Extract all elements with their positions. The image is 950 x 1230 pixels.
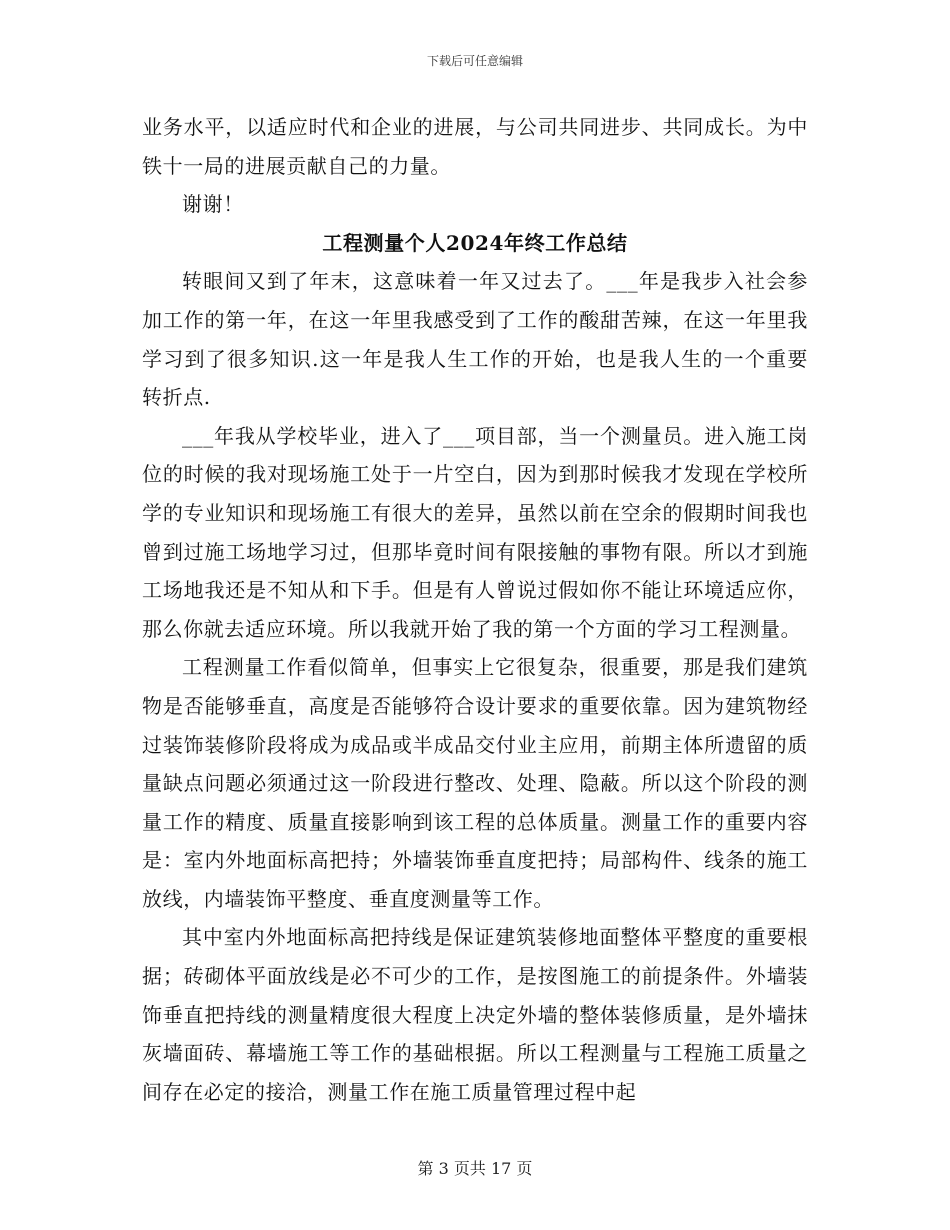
paragraph-1: 转眼间又到了年末，这意味着一年又过去了。___年是我步入社会参加工作的第一年，在这一年里我感受到了工作的酸甜苦辣，在这一年里我学习到了很多知识.这一年是我人生工作的开始，也是我人生的一个重要转折点.	[142, 269, 808, 410]
document-body	[142, 108, 808, 1111]
paragraph-2: ___年我从学校毕业，进入了___项目部，当一个测量员。进入施工岗位的时候的我对现场施工处于一片空白，因为到那时候我才发现在学校所学的专业知识和现场施工有很大的差异，虽然以前在空余的假期时间我也曾到过施工场地学习过，但那毕竟时间有限接触的事物有限。所以才到施工场地我还是不知从和下手。但是有人曾说过假如你不能让环境适应你，那么你就去适应环境。所以我就开始了我的第一个方面的学习工程测量。	[142, 423, 808, 641]
page-header: 下载后可任意编辑	[426, 54, 523, 68]
paragraph-3: 工程测量工作看似简单，但事实上它很复杂，很重要，那是我们建筑物是否能够垂直，高度是否能够符合设计要求的重要依靠。因为建筑物经过装饰装修阶段将成为成品或半成品交付业主应用，前期主体所遗留的质量缺点问题必须通过这一阶段进行整改、处理、隐蔽。所以这个阶段的测量工作的精度、质量直接影响到该工程的总体质量。测量工作的重要内容是：室内外地面标高把持；外墙装饰垂直度把持；局部构件、线条的施工放线，内墙装饰平整度、垂直度测量等工作。	[142, 655, 808, 911]
document-title: 工程测量个人2024年终工作总结	[322, 230, 628, 255]
paragraph-4: 其中室内外地面标高把持线是保证建筑装修地面整体平整度的重要根据；砖砌体平面放线是必不可少的工作，是按图施工的前提条件。外墙装饰垂直把持线的测量精度很大程度上决定外墙的整体装修质量，是外墙抹灰墙面砖、幕墙施工等工作的基础根据。所以工程测量与工程施工质量之间存在必定的接洽，测量工作在施工质量管理过程中起	[142, 925, 808, 1104]
page-footer: 第 3 页共 17 页	[417, 1159, 533, 1178]
thanks-text: 谢谢！	[182, 192, 244, 217]
prev-paragraph-text: 业务水平，以适应时代和企业的进展，与公司共同进步、共同成长。为中铁十一局的进展贡献自己的力量。	[142, 115, 808, 178]
